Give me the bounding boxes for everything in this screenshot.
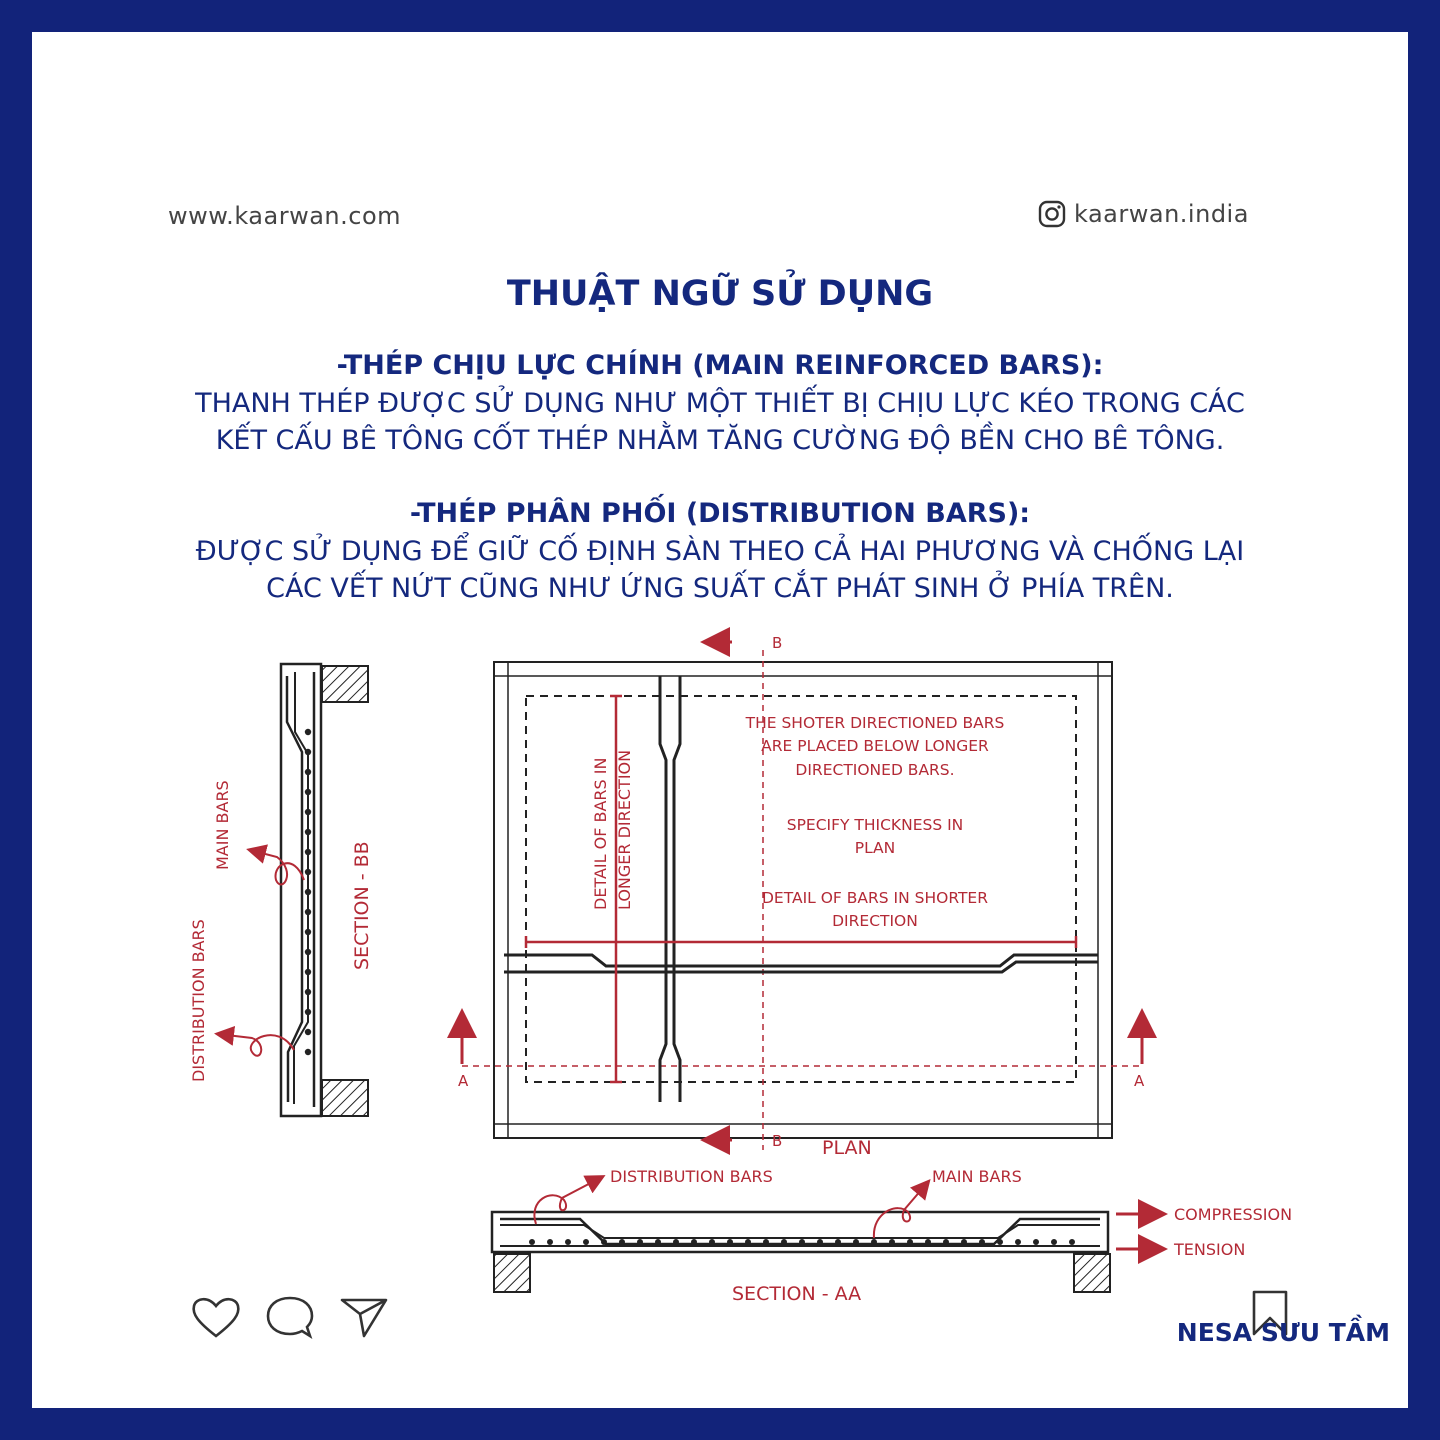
social-actions <box>188 1294 392 1340</box>
definition-line: ĐƯỢC SỬ DỤNG ĐỂ GIỮ CỐ ĐỊNH SÀN THEO CẢ HAI PHƯƠNG VÀ CHỐNG LẠI <box>195 536 1245 567</box>
distribution-bar-dot <box>763 1239 769 1245</box>
distribution-bar-dot <box>619 1239 625 1245</box>
distribution-bar-dot <box>305 829 311 835</box>
distribution-bar-dot <box>305 789 311 795</box>
distribution-bar-dot <box>305 769 311 775</box>
longer-direction-label: LONGER DIRECTION <box>615 749 634 910</box>
distribution-bar-dot <box>305 1009 311 1015</box>
page-title: THUẬT NGỮ SỬ DỤNG <box>506 274 934 314</box>
distribution-bar-dot <box>871 1239 877 1245</box>
distribution-bar-dot <box>305 989 311 995</box>
distribution-bar-dot <box>305 889 311 895</box>
instagram-handle-label: kaarwan.india <box>1074 200 1249 228</box>
distribution-bar-dot <box>305 969 311 975</box>
section-bb-label: SECTION - BB <box>351 841 373 970</box>
distribution-bar-dot <box>691 1239 697 1245</box>
distribution-bar-dot <box>305 909 311 915</box>
shorter-direction-bar <box>504 955 1098 966</box>
distribution-bar-dot <box>709 1239 715 1245</box>
distribution-bar-dot <box>547 1239 553 1245</box>
distribution-bar-dot <box>997 1239 1003 1245</box>
plan-view <box>458 634 1145 1159</box>
distribution-bar-dot <box>305 1029 311 1035</box>
distribution-bar-dot <box>601 1239 607 1245</box>
longer-direction-bar <box>660 676 666 1102</box>
section-aa-distribution-label: DISTRIBUTION BARS <box>610 1167 773 1186</box>
main-bars-pointer <box>250 850 304 884</box>
support-block <box>1074 1254 1110 1292</box>
distribution-bar-dot <box>907 1239 913 1245</box>
plan-note-line: DIRECTIONED BARS. <box>795 761 955 779</box>
section-bb <box>189 664 373 1116</box>
distribution-bar-dot <box>1069 1239 1075 1245</box>
distribution-bar-dot <box>305 929 311 935</box>
main-bars-pointer <box>874 1182 928 1238</box>
reinforcement-diagram <box>32 32 1408 1408</box>
credit-text: NESA SƯU TẦM <box>1176 1318 1390 1347</box>
plan-note-line: PLAN <box>854 839 896 857</box>
distribution-bar-dot <box>889 1239 895 1245</box>
section-aa-title: SECTION - AA <box>732 1283 862 1305</box>
marker-a-right: A <box>1134 1072 1145 1090</box>
support-block <box>322 666 368 702</box>
definition-heading: -THÉP PHÂN PHỐI (DISTRIBUTION BARS): <box>409 498 1031 529</box>
distribution-bar-dot <box>781 1239 787 1245</box>
distribution-bar-dot <box>979 1239 985 1245</box>
share-icon[interactable] <box>336 1294 392 1340</box>
distribution-bar-dot <box>835 1239 841 1245</box>
plan-note-line: DETAIL OF BARS IN SHORTER <box>761 889 989 907</box>
plan-note-line: THE SHOTER DIRECTIONED BARS <box>745 714 1005 732</box>
distribution-bar-dot <box>1015 1239 1021 1245</box>
definition-line: THANH THÉP ĐƯỢC SỬ DỤNG NHƯ MỘT THIẾT BỊ CHỊU LỰC KÉO TRONG CÁC <box>195 388 1245 419</box>
distribution-bar-dot <box>305 809 311 815</box>
comment-icon[interactable] <box>262 1294 318 1340</box>
distribution-bar-dot <box>1033 1239 1039 1245</box>
website-link[interactable]: www.kaarwan.com <box>168 202 402 230</box>
distribution-bars-label: DISTRIBUTION BARS <box>189 919 208 1082</box>
definition-line: KẾT CẤU BÊ TÔNG CỐT THÉP NHẰM TĂNG CƯỜNG ĐỘ BỀN CHO BÊ TÔNG. <box>215 425 1225 456</box>
plan-note-line: SPECIFY THICKNESS IN <box>786 816 964 834</box>
distribution-bar-dot <box>305 849 311 855</box>
distribution-bar-dot <box>305 749 311 755</box>
post-card <box>32 32 1408 1408</box>
distribution-bar-dot <box>853 1239 859 1245</box>
longer-direction-label: DETAIL OF BARS IN <box>591 757 610 910</box>
plan-note-line: ARE PLACED BELOW LONGER <box>761 737 989 755</box>
distribution-bar-dot <box>745 1239 751 1245</box>
compression-label: COMPRESSION <box>1174 1205 1293 1224</box>
distribution-bar-dot <box>655 1239 661 1245</box>
support-block <box>322 1080 368 1116</box>
distribution-bar-dot <box>305 869 311 875</box>
section-aa-main-bars-label: MAIN BARS <box>932 1167 1022 1186</box>
distribution-bar-dot <box>583 1239 589 1245</box>
distribution-bars-pointer <box>218 1034 294 1056</box>
definition-line: CÁC VẾT NỨT CŨNG NHƯ ỨNG SUẤT CẮT PHÁT SINH Ở PHÍA TRÊN. <box>266 573 1174 604</box>
support-block <box>494 1254 530 1292</box>
distribution-bar-dot <box>673 1239 679 1245</box>
distribution-bar-dot <box>799 1239 805 1245</box>
distribution-bar-dot <box>961 1239 967 1245</box>
distribution-bar-dot <box>727 1239 733 1245</box>
distribution-bar-dot <box>529 1239 535 1245</box>
marker-a-left: A <box>458 1072 469 1090</box>
distribution-bar-dot <box>305 1049 311 1055</box>
heart-icon[interactable] <box>188 1294 244 1340</box>
distribution-bar-dot <box>925 1239 931 1245</box>
plan-title: PLAN <box>822 1137 872 1159</box>
main-bars-label: MAIN BARS <box>213 780 232 870</box>
tension-label: TENSION <box>1174 1240 1246 1259</box>
distribution-bar-dot <box>305 949 311 955</box>
longer-direction-bar <box>674 676 680 1102</box>
distribution-bar-dot <box>817 1239 823 1245</box>
distribution-bar-dot <box>305 729 311 735</box>
plan-notes <box>745 714 1005 930</box>
marker-b-bottom: B <box>772 1132 783 1150</box>
distribution-bar-dot <box>943 1239 949 1245</box>
distribution-bars-pointer <box>534 1177 602 1224</box>
definition-heading: -THÉP CHỊU LỰC CHÍNH (MAIN REINFORCED BARS): <box>336 350 1104 381</box>
section-aa <box>492 1167 1292 1305</box>
plan-note-line: DIRECTION <box>832 912 918 930</box>
distribution-bar-dot <box>637 1239 643 1245</box>
distribution-bar-dot <box>1051 1239 1057 1245</box>
marker-b-top: B <box>772 634 783 652</box>
distribution-bar-dot <box>565 1239 571 1245</box>
